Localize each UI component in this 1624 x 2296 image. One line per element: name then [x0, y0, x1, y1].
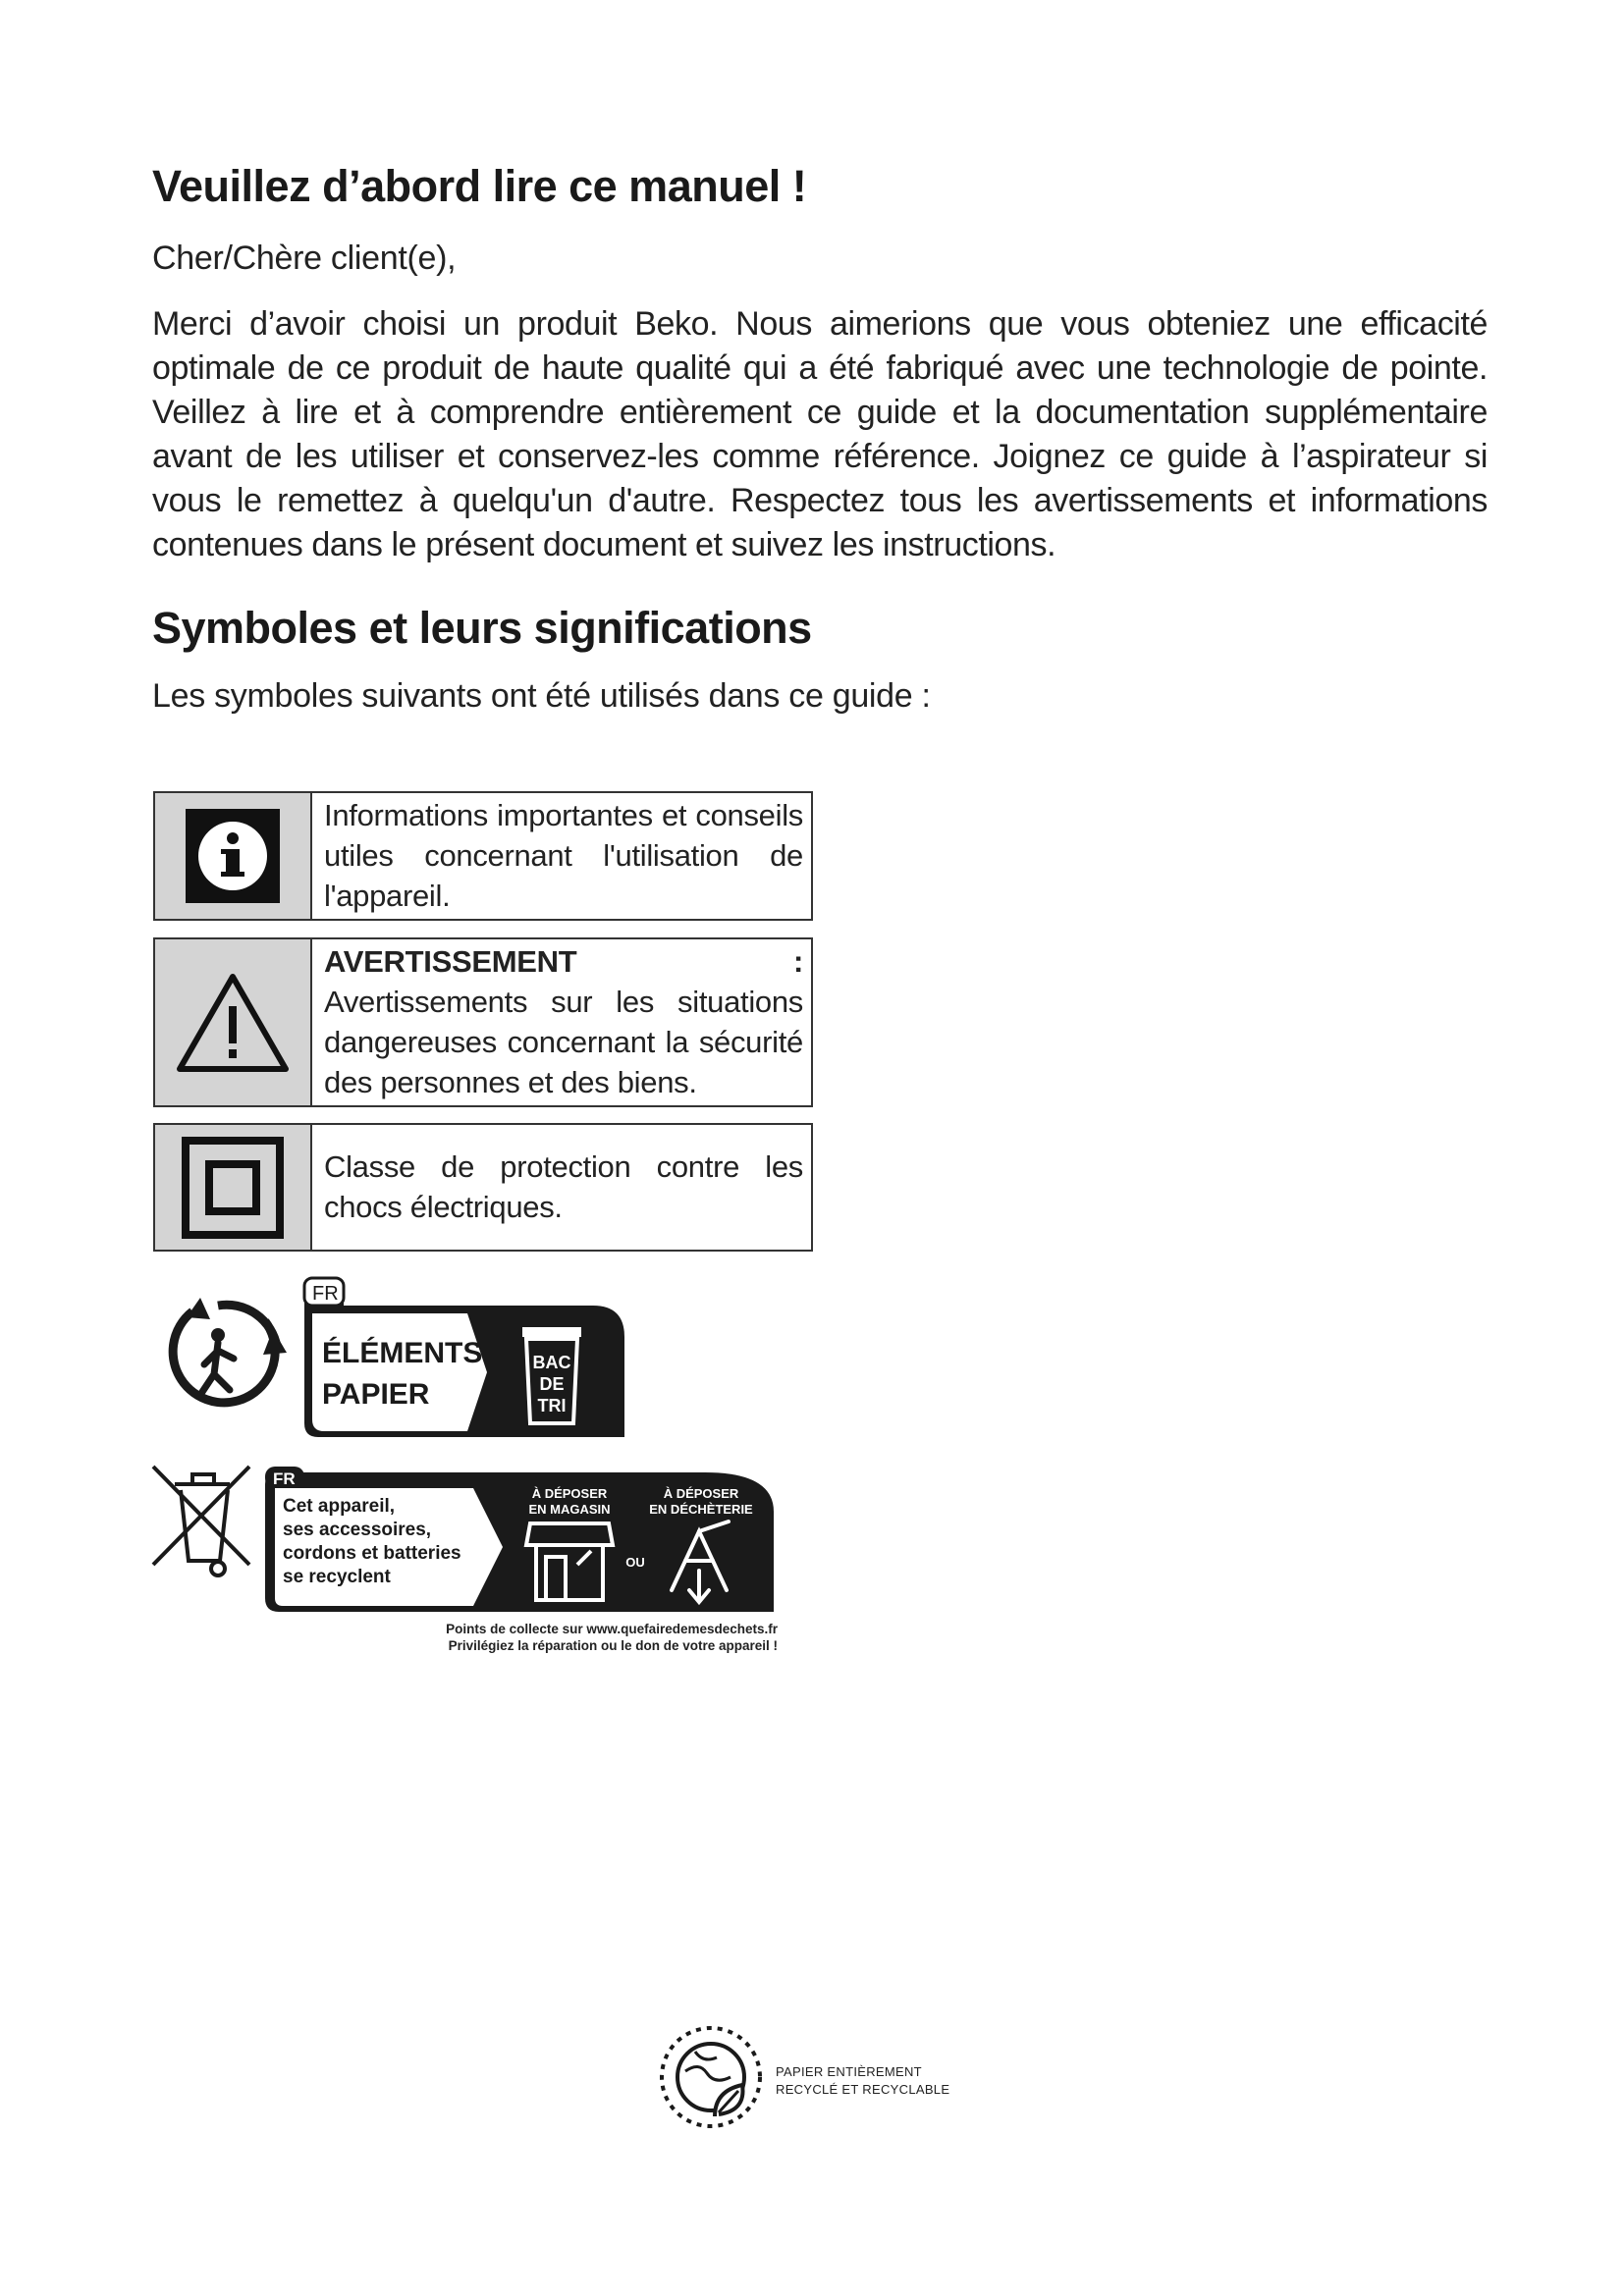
symbol-row-info: [153, 791, 813, 921]
triman-weee-logo: [149, 1463, 778, 1625]
collection-line1: Points de collecte sur www.quefairedemesdechets.fr: [446, 1622, 778, 1636]
symbol-row-warning: [153, 937, 813, 1107]
store-line1: À DÉPOSER: [531, 1486, 608, 1501]
dump-line2: EN DÉCHÈTERIE: [649, 1502, 753, 1517]
triman-paper-logo: [157, 1276, 638, 1448]
warning-label: AVERTISSEMENT :: [324, 943, 803, 979]
crossed-bin-icon: [153, 1467, 249, 1575]
triman-line2: PAPIER: [322, 1378, 430, 1411]
weee-line3: cordons et batteries: [283, 1543, 461, 1564]
double-square-icon: [155, 1125, 312, 1250]
eco-label-text: [776, 2063, 949, 2099]
store-line2: EN MAGASIN: [528, 1502, 611, 1517]
weee-line1: Cet appareil,: [283, 1496, 396, 1517]
dump-line1: À DÉPOSER: [663, 1486, 739, 1501]
weee-line4: se recyclent: [283, 1567, 391, 1587]
collection-info: [373, 1621, 778, 1654]
symbol-row-protection: [153, 1123, 813, 1252]
bin-line3: TRI: [537, 1396, 567, 1415]
eco-line2: RECYCLÉ ET RECYCLABLE: [776, 2082, 950, 2097]
intro-paragraph: Merci d’avoir choisi un produit Beko. Nous aimerions que vous obteniez une efficacité optimale de ce produit de haute qualité qui a été fabriqué avec une technologie de pointe. Veillez à lire et à comprendre entièrement ce guide et la documentation supplémentaire avant de les utiliser et conservez-les comme référence. Joignez ce guide à l’aspirateur si vous le remettez à quelqu'un d'autre. Respectez tous les avertissements et informations contenues dans le présent document et suivez les instructions.: [152, 305, 1488, 563]
page-title: Veuillez d’abord lire ce manuel !: [152, 161, 807, 211]
info-icon: [155, 793, 312, 919]
greeting: Cher/Chère client(e),: [152, 240, 457, 277]
warning-triangle-icon: [155, 939, 312, 1105]
weee-line2: ses accessoires,: [283, 1520, 432, 1540]
recycled-paper-logo: [656, 2022, 766, 2137]
triman-country: FR: [312, 1283, 339, 1305]
collection-line2: Privilégiez la réparation ou le don de votre appareil !: [448, 1638, 778, 1653]
recycled-globe-leaf-icon: [656, 2022, 766, 2132]
symbols-heading: Symboles et leurs significations: [152, 603, 812, 653]
symbol-warning-text: Avertissements sur les situations dangereuses concernant la sécurité des personnes et des biens.: [324, 984, 803, 1099]
symbol-protection-text: Classe de protection contre les chocs électriques.: [324, 1148, 803, 1224]
or-label: OU: [625, 1555, 645, 1570]
eco-line1: PAPIER ENTIÈREMENT: [776, 2064, 922, 2079]
weee-country: FR: [273, 1469, 296, 1488]
bin-line1: BAC: [532, 1353, 571, 1372]
symbol-info-text: Informations importantes et conseils utiles concernant l'utilisation de l'appareil.: [324, 797, 803, 913]
triman-line1: ÉLÉMENTS: [322, 1337, 483, 1369]
triman-person-icon: [173, 1298, 287, 1403]
bin-line2: DE: [539, 1374, 565, 1394]
symbols-intro: Les symboles suivants ont été utilisés dans ce guide :: [152, 677, 931, 715]
